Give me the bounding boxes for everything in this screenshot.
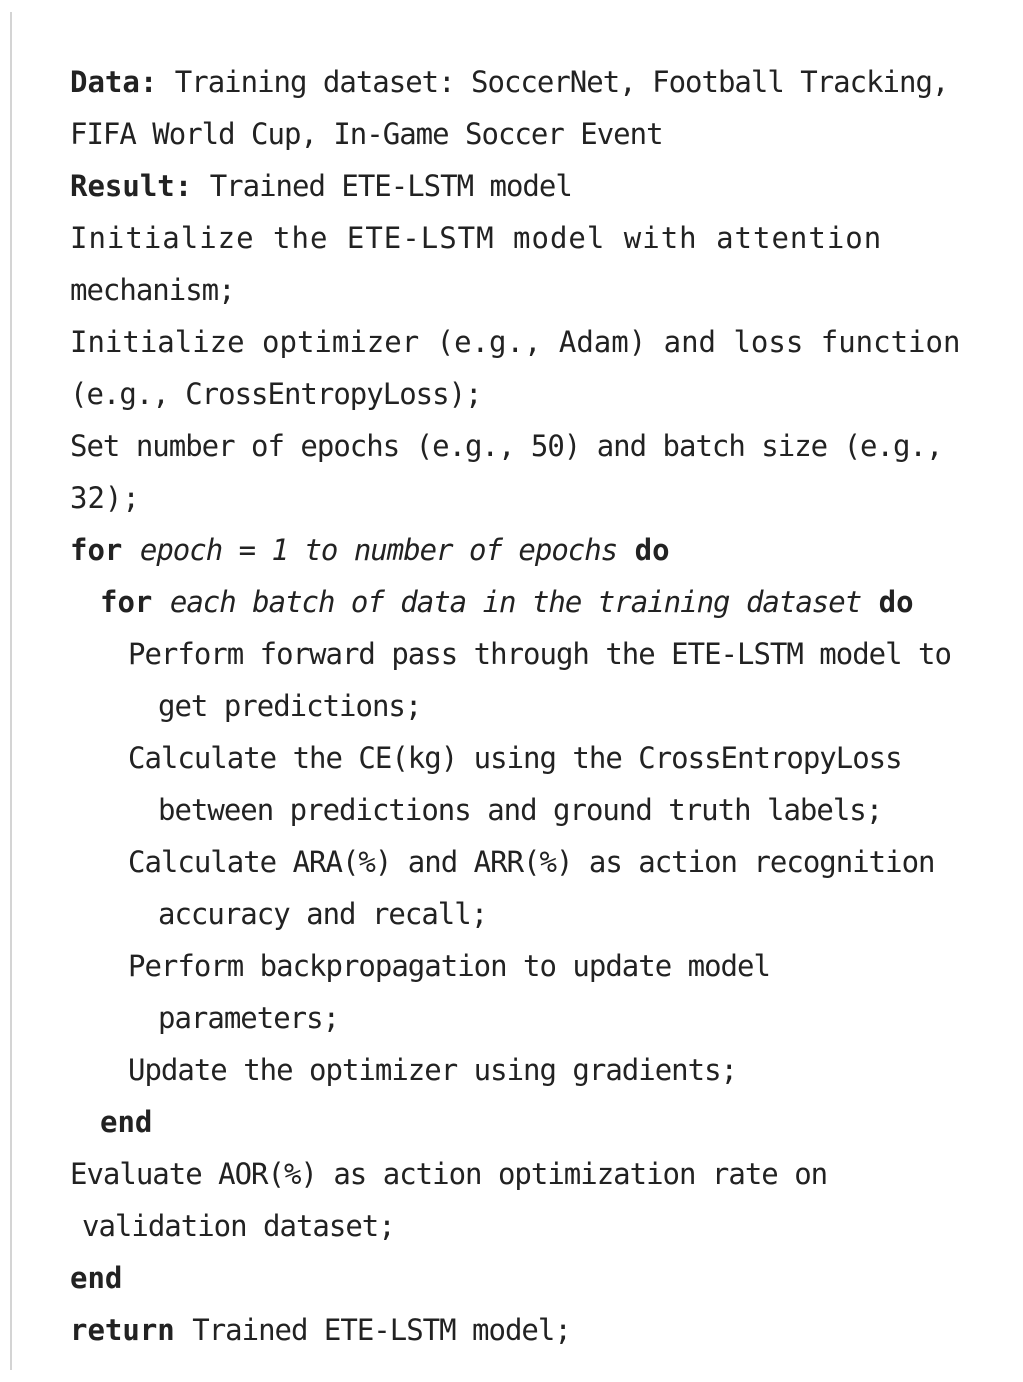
update-optimizer-text: Update the optimizer using gradients; [128,1053,738,1087]
inner-for-line [70,576,1015,628]
ara-arr-text: Calculate ARA(%) and ARR(%) as action recognition [128,845,935,879]
forward-pass-line [70,628,1015,680]
result-text: Trained ETE-LSTM model [209,169,572,203]
outer-for-line [70,524,1015,576]
inner-for-condition: each batch of data in the training dataset [169,585,862,619]
outer-for-keyword: for [70,533,123,567]
init-optimizer-text-continued: (e.g., CrossEntropyLoss); [70,377,482,411]
return-value: Trained ETE-LSTM model; [192,1313,571,1347]
update-optimizer-line [70,1044,1015,1096]
result-line [70,160,1015,212]
init-model-line [70,212,1015,264]
data-line-continued [70,108,1015,160]
evaluate-line-continued [70,1200,1015,1252]
backprop-line [70,940,1015,992]
forward-pass-text: Perform forward pass through the ETE-LSTM model to [128,637,951,671]
init-model-text-continued: mechanism; [70,273,235,307]
forward-pass-text-continued: get predictions; [158,689,422,723]
init-optimizer-line-continued [70,368,1015,420]
backprop-text-continued: parameters; [158,1001,340,1035]
left-border-rule [10,12,12,1370]
data-keyword: Data: [70,65,158,99]
outer-end-line [70,1252,1015,1304]
ce-loss-line [70,732,1015,784]
outer-end-keyword: end [70,1261,123,1295]
set-epochs-text-continued: 32); [70,481,140,515]
data-text: Training dataset: SoccerNet, Football Tracking, [174,65,949,99]
init-model-text: Initialize the ETE-LSTM model with attention [70,221,883,255]
inner-for-keyword: for [100,585,153,619]
outer-for-condition: epoch = 1 to number of epochs [139,533,618,567]
evaluate-text: Evaluate AOR(%) as action optimization rate on [70,1157,828,1191]
inner-end-keyword: end [100,1105,153,1139]
set-epochs-line [70,420,1015,472]
evaluate-line [70,1148,1015,1200]
return-line [70,1304,1015,1356]
return-keyword: return [70,1313,175,1347]
init-model-line-continued [70,264,1015,316]
forward-pass-line-continued [70,680,1015,732]
data-text-continued: FIFA World Cup, In-Game Soccer Event [70,117,663,151]
set-epochs-text: Set number of epochs (e.g., 50) and batch size (e.g., [70,429,943,463]
ara-arr-line [70,836,1015,888]
ara-arr-text-continued: accuracy and recall; [158,897,488,931]
ce-loss-text-continued: between predictions and ground truth labels; [158,793,883,827]
ara-arr-line-continued [70,888,1015,940]
algorithm-block [70,56,1015,1356]
init-optimizer-line [70,316,1015,368]
evaluate-text-continued: validation dataset; [82,1209,395,1243]
ce-loss-line-continued [70,784,1015,836]
set-epochs-line-continued [70,472,1015,524]
outer-do-keyword: do [634,533,670,567]
inner-do-keyword: do [878,585,914,619]
inner-end-line [70,1096,1015,1148]
data-line [70,56,1015,108]
result-keyword: Result: [70,169,193,203]
backprop-text: Perform backpropagation to update model [128,949,770,983]
backprop-line-continued [70,992,1015,1044]
ce-loss-text: Calculate the CE(kg) using the CrossEntropyLoss [128,741,902,775]
init-optimizer-text: Initialize optimizer (e.g., Adam) and loss function [70,325,961,359]
